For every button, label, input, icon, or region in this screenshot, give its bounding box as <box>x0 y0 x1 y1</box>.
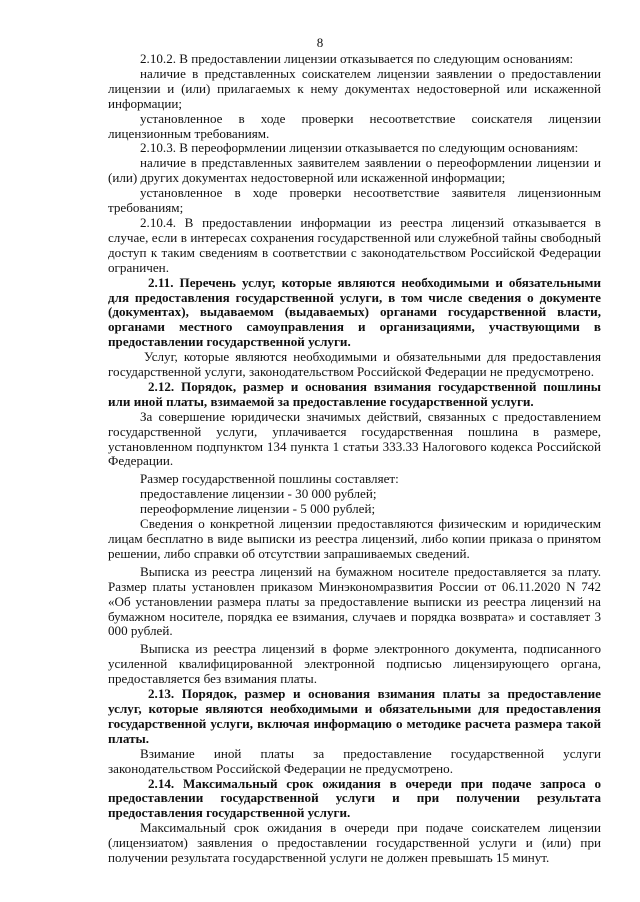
paragraph: За совершение юридически значимых действий, связанных с предоставлением государственной услуги, уплачивается государственная пошлина в размере, установленном подпунктом 134 пункта 1 статьи 333.33 Налогового кодекса Российской Федерации. <box>108 408 601 469</box>
page-number: 8 <box>316 35 324 50</box>
section-heading: 2.14. Максимальный срок ожидания в очереди при подаче запроса о предоставлении государственной услуги и при получении результата предоставления государственной услуги. <box>108 775 601 821</box>
document-body <box>108 52 601 866</box>
paragraph: 2.10.3. В переоформлении лицензии отказывается по следующим основаниям: <box>140 140 579 156</box>
section-heading: 2.13. Порядок, размер и основания взимания платы за предоставление услуг, которые являются необходимыми и обязательными для предоставления государственной услуги, включая информацию о методике расчета размера такой платы. <box>108 686 601 746</box>
paragraph: предоставление лицензии - 30 000 рублей; <box>140 486 377 502</box>
section-heading: 2.12. Порядок, размер и основания взимания государственной пошлины или иной платы, взимаемой за предоставление государственной услуги. <box>108 378 601 409</box>
paragraph: переоформление лицензии - 5 000 рублей; <box>140 501 376 517</box>
paragraph: 2.10.4. В предоставлении информации из реестра лицензий отказывается в случае, если в интересах сохранения государственной или служебной тайны свободный доступ к таким сведениям в соответствии с законодательством Российской Федерации ограничен. <box>108 214 601 275</box>
paragraph: Сведения о конкретной лицензии предоставляются физическим и юридическим лицам бесплатно в виде выписки из реестра лицензий, либо копии приказа о принятом решении, либо справки об отсутствии запрашиваемых сведений. <box>108 516 601 561</box>
paragraph: установленное в ходе проверки несоответствие заявителя лицензионным требованиям; <box>108 185 601 216</box>
paragraph: Максимальный срок ожидания в очереди при подаче соискателем лицензии (лицензиатом) заявления о предоставлении государственной услуги и (или) при получении результата государственной услуги не должен превышать 15 минут. <box>108 820 601 866</box>
paragraph: Размер государственной пошлины составляет: <box>140 471 399 487</box>
paragraph: наличие в представленных соискателем лицензии заявлении о предоставлении лицензии и (или) прилагаемых к нему документах недостоверной или искаженной информации; <box>108 65 601 111</box>
paragraph: 2.10.2. В предоставлении лицензии отказывается по следующим основаниям: <box>140 51 574 66</box>
paragraph: Взимание иной платы за предоставление государственной услуги законодательством Российской Федерации не предусмотрено. <box>108 745 601 776</box>
paragraph: Выписка из реестра лицензий в форме электронного документа, подписанного усиленной квалифицированной электронной подписью лицензирующего органа, предоставляется без взимания платы. <box>108 641 601 687</box>
paragraph: наличие в представленных заявителем заявлении о переоформлении лицензии и (или) других документах недостоверной или искаженной информации; <box>108 155 601 186</box>
paragraph: установленное в ходе проверки несоответствие соискателя лицензии лицензионным требованиям. <box>108 110 601 141</box>
paragraph: Выписка из реестра лицензий на бумажном носителе предоставляется за плату. Размер платы установлен приказом Минэкономразвития России от 06.11.2020 N 742 «Об установлении размера платы за предоставление выписки из реестра лицензий на бумажном носителе, порядка ее взимания, случаев и порядка возврата» и составляет 3 000 рублей. <box>108 563 601 639</box>
section-heading: 2.11. Перечень услуг, которые являются необходимыми и обязательными для предоставления государственной услуги, в том числе сведения о документе (документах), выдаваемом (выдаваемых) органами государственной власти, органами местного самоуправления и организациями, участвующими в предоставлении государственной услуги. <box>108 274 601 350</box>
paragraph: Услуг, которые являются необходимыми и обязательными для предоставления государственной услуги, законодательством Российской Федерации не предусмотрено. <box>108 349 601 380</box>
